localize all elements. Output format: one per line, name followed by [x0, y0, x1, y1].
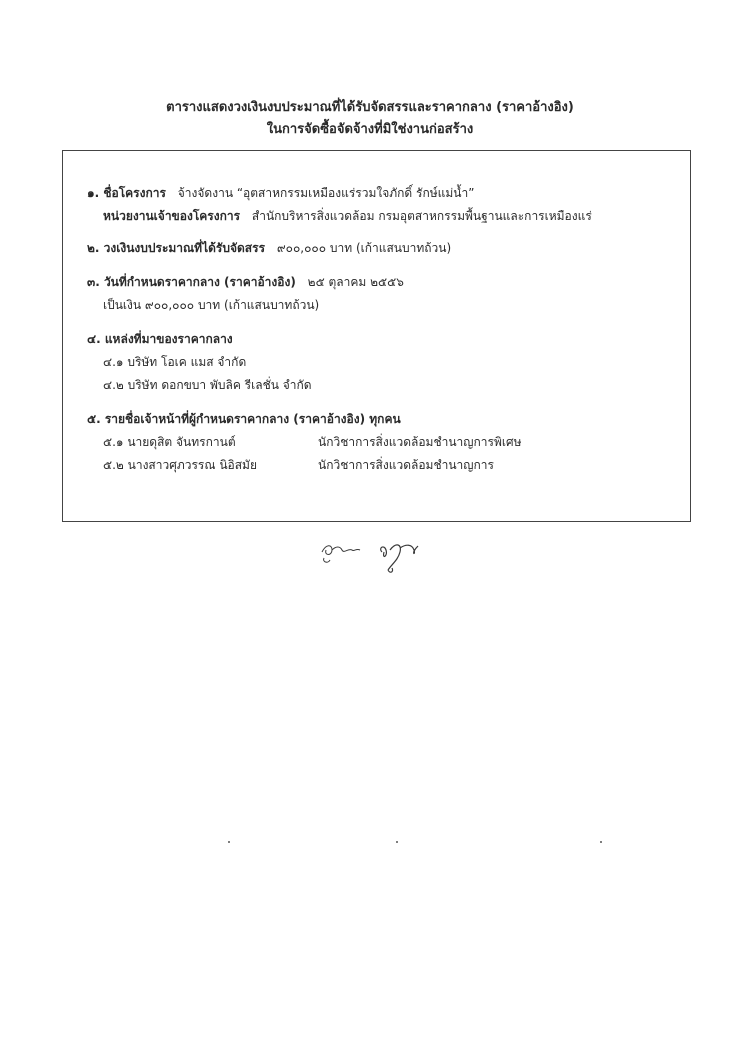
- content-box: [62, 150, 691, 522]
- officer-1-name: ๕.๑ นายดุสิต จันทรกานต์: [103, 435, 236, 449]
- officer-2-name: ๕.๒ นางสาวศุภวรรณ นิอิสมัย: [103, 458, 258, 472]
- item1-agency-label: หน่วยงานเจ้าของโครงการ: [103, 209, 241, 223]
- item2-label: ๒. วงเงินงบประมาณที่ได้รับจัดสรร: [87, 241, 266, 255]
- scan-speck: [228, 841, 230, 843]
- item4-source-2: ๔.๒ บริษัท ดอกขบา พับลิค รีเลชั่น จำกัด: [103, 378, 312, 392]
- item1-value: จ้างจัดงาน “อุตสาหกรรมเหมืองแร่รวมใจภักดิ์ รักษ์แม่น้ำ”: [177, 186, 475, 200]
- officer-1-position: นักวิชาการสิ่งแวดล้อมชำนาญการพิเศษ: [318, 435, 522, 449]
- item3-row: [87, 273, 404, 292]
- scan-speck: [396, 841, 398, 843]
- item1-agency-value: สำนักบริหารสิ่งแวดล้อม กรมอุตสาหกรรมพื้นฐานและการเหมืองแร่: [251, 209, 592, 223]
- item2-value: ๙๐๐,๐๐๐ บาท (เก้าแสนบาทถ้วน): [276, 241, 452, 255]
- item3-amount: เป็นเงิน ๙๐๐,๐๐๐ บาท (เก้าแสนบาทถ้วน): [103, 298, 320, 312]
- document-title-line2: ในการจัดซื้อจัดจ้างที่มิใช่งานก่อสร้าง: [266, 122, 474, 137]
- item1-label: ๑. ชื่อโครงการ: [87, 186, 166, 200]
- scan-speck: [600, 841, 602, 843]
- item3-label: ๓. วันที่กำหนดราคากลาง (ราคาอ้างอิง): [87, 275, 296, 289]
- item1-agency-row: [103, 207, 592, 226]
- item1-row: [87, 184, 474, 203]
- document-title-line1: ตารางแสดงวงเงินงบประมาณที่ได้รับจัดสรรและราคากลาง (ราคาอ้างอิง): [166, 100, 574, 115]
- item5-label: ๕. รายชื่อเจ้าหน้าที่ผู้กำหนดราคากลาง (ราคาอ้างอิง) ทุกคน: [87, 412, 401, 426]
- item4-source-1: ๔.๑ บริษัท โอเค แมส จำกัด: [103, 355, 247, 369]
- officer-2-position: นักวิชาการสิ่งแวดล้อมชำนาญการ: [318, 458, 494, 472]
- item3-date: ๒๕ ตุลาคม ๒๕๕๖: [307, 275, 404, 289]
- item2-row: [87, 239, 451, 258]
- item4-label: ๔. แหล่งที่มาของราคากลาง: [87, 332, 233, 346]
- handwritten-signature: [318, 530, 428, 580]
